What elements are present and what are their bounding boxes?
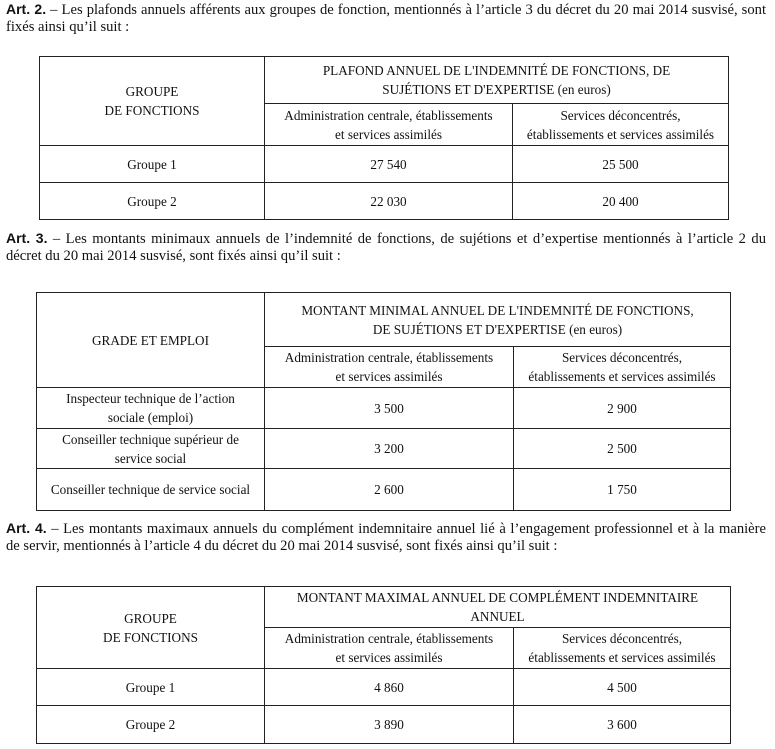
art3-paragraph [6, 230, 766, 265]
art2-paragraph [6, 1, 766, 36]
value-deconcentres: 3 600 [514, 706, 731, 744]
table-row [37, 706, 731, 744]
value-deconcentres: 4 500 [514, 669, 731, 706]
art3-label: Art. 3. [6, 230, 48, 246]
row-label: Groupe 1 [37, 669, 265, 706]
table-row [37, 469, 731, 511]
value-deconcentres: 1 750 [514, 469, 731, 511]
value-central: 22 030 [265, 183, 513, 220]
art2-label: Art. 2. [6, 0, 47, 17]
value-central: 3 500 [265, 388, 514, 429]
art4-col-group-header: GROUPE DE FONCTIONS [37, 587, 265, 669]
art2-amount-header: PLAFOND ANNUEL DE L'INDEMNITÉ DE FONCTIONS, DE SUJÉTIONS ET D'EXPERTISE (en euros) [265, 57, 729, 104]
art4-label: Art. 4. [6, 520, 47, 536]
art2-sub-deconcentres: Services déconcentrés, établissements et services assimilés [513, 104, 729, 146]
table-row [40, 183, 729, 220]
value-deconcentres: 2 900 [514, 388, 731, 429]
row-label: Groupe 1 [40, 146, 265, 183]
table-row [37, 429, 731, 469]
art3-sub-deconcentres: Services déconcentrés, établissements et services assimilés [514, 347, 731, 388]
value-central: 2 600 [265, 469, 514, 511]
row-label: Groupe 2 [40, 183, 265, 220]
value-deconcentres: 2 500 [514, 429, 731, 469]
value-deconcentres: 20 400 [513, 183, 729, 220]
art3-table [36, 292, 731, 511]
art3-sub-central: Administration centrale, établissements et services assimilés [265, 347, 514, 388]
value-central: 4 860 [265, 669, 514, 706]
value-central: 27 540 [265, 146, 513, 183]
art4-sub-deconcentres: Services déconcentrés, établissements et services assimilés [514, 628, 731, 669]
art3-text: – Les montants minimaux annuels de l’indemnité de fonctions, de sujétions et d’expertise mentionnés à l’article 2 du décret du 20 mai 2014 susvisé, sont fixés ainsi qu’il suit : [6, 231, 766, 264]
value-central: 3 200 [265, 429, 514, 469]
art4-amount-header: MONTANT MAXIMAL ANNUEL DE COMPLÉMENT INDEMNITAIRE ANNUEL [265, 587, 731, 628]
row-label: Conseiller technique de service social [37, 469, 265, 511]
table-row [40, 146, 729, 183]
art4-paragraph [6, 520, 766, 555]
value-central: 3 890 [265, 706, 514, 744]
row-label: Inspecteur technique de l’action sociale (emploi) [37, 388, 265, 429]
art3-amount-header: MONTANT MINIMAL ANNUEL DE L'INDEMNITÉ DE FONCTIONS, DE SUJÉTIONS ET D'EXPERTISE (en euros) [265, 293, 731, 347]
art2-sub-central: Administration centrale, établissements et services assimilés [265, 104, 513, 146]
art2-text: – Les plafonds annuels afférents aux groupes de fonction, mentionnés à l’article 3 du décret du 20 mai 2014 susvisé, sont fixés ainsi qu’il suit : [6, 1, 766, 35]
value-deconcentres: 25 500 [513, 146, 729, 183]
art4-sub-central: Administration centrale, établissements et services assimilés [265, 628, 514, 669]
art2-table [39, 56, 729, 220]
art2-col-group-header: GROUPE DE FONCTIONS [40, 57, 265, 146]
row-label: Conseiller technique supérieur de service social [37, 429, 265, 469]
table-row [37, 388, 731, 429]
art4-table [36, 586, 731, 744]
art3-col-grade-header: GRADE ET EMPLOI [37, 293, 265, 388]
art4-text: – Les montants maximaux annuels du complément indemnitaire annuel lié à l’engagement professionnel et à la manière de servir, mentionnés à l’article 4 du décret du 20 mai 2014 susvisé, sont fixés ainsi qu’il suit : [6, 521, 766, 554]
row-label: Groupe 2 [37, 706, 265, 744]
table-row [37, 669, 731, 706]
